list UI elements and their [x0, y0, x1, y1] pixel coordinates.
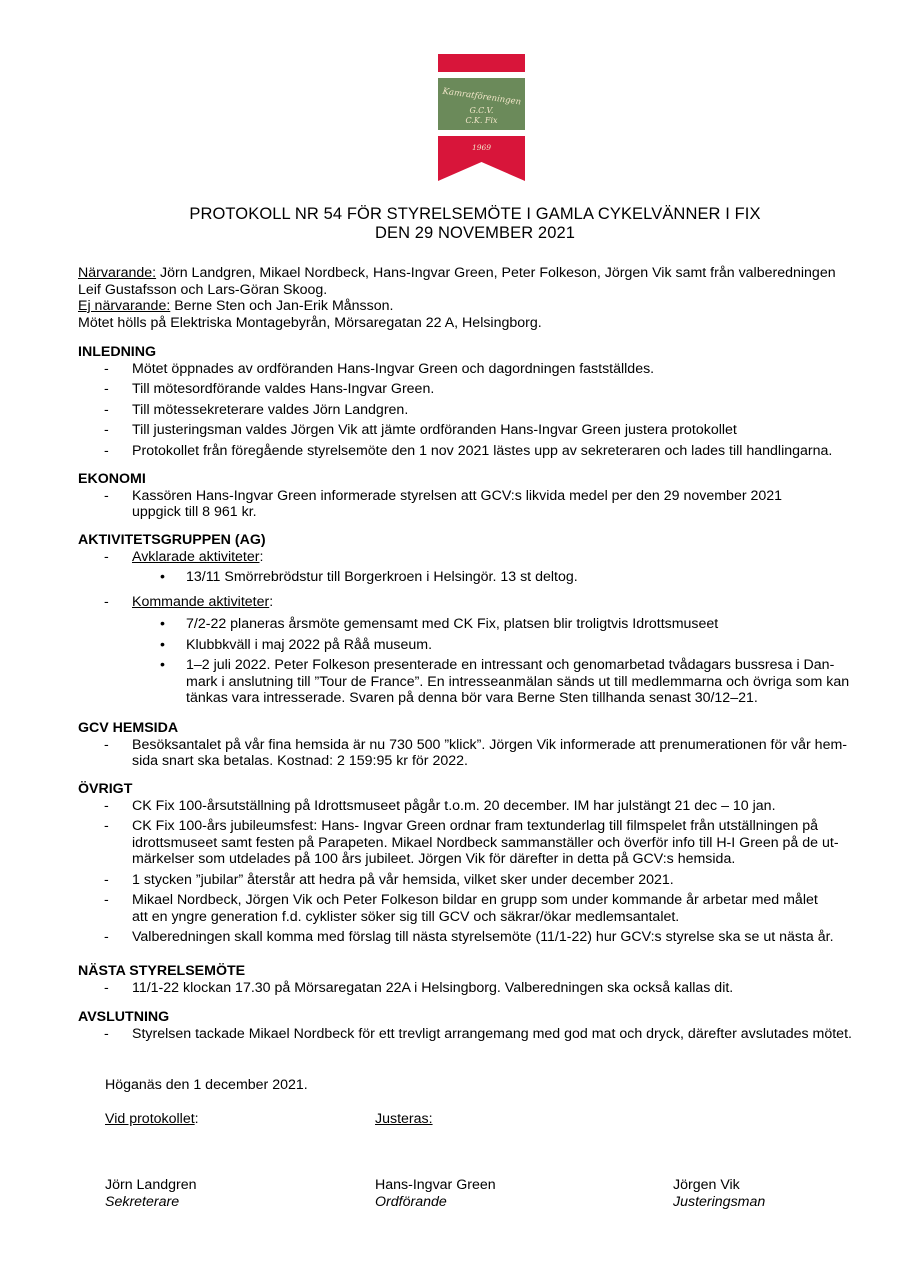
- label-colon: :: [269, 593, 274, 610]
- list-item: [78, 657, 878, 707]
- list-item-completed: [78, 549, 878, 586]
- list-item-upcoming: [78, 594, 878, 707]
- upcoming-label: Kommande aktiviteter: [132, 593, 270, 610]
- logo-year: 1969: [471, 143, 492, 152]
- item-line: uppgick till 8 961 kr.: [132, 504, 257, 520]
- signer-role: Sekreterare: [105, 1194, 180, 1210]
- present-label: Närvarande:: [78, 265, 157, 281]
- attendance-block: [78, 265, 878, 331]
- section-ovrigt: [78, 781, 878, 950]
- section-heading: INLEDNING: [78, 344, 157, 360]
- title-line-2: DEN 29 NOVEMBER 2021: [374, 224, 576, 242]
- hemsida-list: [78, 737, 878, 770]
- protocol-label: [105, 1111, 199, 1128]
- section-heading: AVSLUTNING: [78, 1009, 170, 1025]
- list-item: • 13/11 Smörrebrödstur till Borgerkroen i Helsingör. 13 st deltog.: [78, 569, 878, 586]
- section-heading: AKTIVITETSGRUPPEN (AG): [78, 532, 266, 548]
- list-item: - Styrelsen tackade Mikael Nordbeck för ett trevligt arrangemang med god mat och dryck, därefter avslutades mötet.: [78, 1026, 878, 1043]
- item-line: • 1–2 juli 2022. Peter Folkeson presenterade en intressant och genomarbetad tvådagars bussresa i Dan-: [186, 657, 835, 673]
- list-item: [78, 737, 878, 770]
- signature-secretary: [105, 1177, 197, 1211]
- logo-text-1: Kamratföreningen: [441, 86, 522, 108]
- list-item: - Protokollet från föregående styrelsemöte den 1 nov 2021 lästes upp av sekreteraren och lades till handlingarna.: [78, 443, 878, 460]
- item-line: mark i anslutning till ”Tour de France”. En intresseanmälan sänds ut till medlemmarna och övriga som kan: [186, 673, 850, 690]
- label-colon: :: [194, 1111, 199, 1127]
- inledning-list: [78, 361, 878, 460]
- item-line: - Kassören Hans-Ingvar Green informerade styrelsen att GCV:s likvida medel per den 29 november 2021: [132, 487, 783, 504]
- list-item: - Mötet öppnades av ordföranden Hans-Ingvar Green och dagordningen fastställdes.: [78, 361, 878, 378]
- ovrigt-list: [78, 798, 878, 946]
- document-title: [0, 205, 905, 243]
- list-item: - 11/1-22 klockan 17.30 på Mörsaregatan 22A i Helsingborg. Valberedningen ska också kallas dit.: [78, 980, 878, 997]
- list-item: • Klubbkväll i maj 2022 på Råå museum.: [78, 637, 878, 654]
- logo-text-2: G.C.V.: [469, 106, 494, 115]
- signer-role: Ordförande: [375, 1194, 447, 1210]
- ekonomi-list: [78, 488, 878, 521]
- present-text: Jörn Landgren, Mikael Nordbeck, Hans-Ingvar Green, Peter Folkeson, Jörgen Vik samt från valberedningen: [156, 265, 836, 281]
- signer-name: Jörgen Vik: [673, 1177, 740, 1193]
- item-line: idrottsmuseet samt festen på Parapeten. Mikael Nordbeck sammanställer och överför info till H-I Green på de ut-: [132, 834, 839, 851]
- item-line: - CK Fix 100-års jubileumsfest: Hans- Ingvar Green ordnar fram textunderlag till filmspelet från utställningen på: [132, 818, 819, 834]
- item-line: att en yngre generation f.d. cyklister söker sig till GCV och säkrar/ökar medlemsantalet.: [132, 908, 680, 925]
- completed-list: [132, 569, 878, 586]
- section-avslutning: [78, 1009, 878, 1046]
- list-item: [78, 818, 878, 868]
- avslutning-list: [78, 1026, 878, 1043]
- title-line-1: PROTOKOLL NR 54 FÖR STYRELSEMÖTE I GAMLA CYKELVÄNNER I FIX: [189, 205, 761, 223]
- present-line: [78, 265, 878, 282]
- nasta-list: [78, 980, 878, 997]
- signer-role: Justeringsman: [673, 1194, 766, 1210]
- section-ekonomi: [78, 471, 878, 525]
- item-line: - Mikael Nordbeck, Jörgen Vik och Peter Folkeson bildar en grupp som under kommande år arbetar med målet: [132, 892, 818, 908]
- protocol-label-text: Vid protokollet: [105, 1111, 195, 1127]
- present-line-2: Leif Gustafsson och Lars-Göran Skoog.: [78, 281, 328, 298]
- ag-list: [78, 549, 878, 707]
- list-item: - Till justeringsman valdes Jörgen Vik att jämte ordföranden Hans-Ingvar Green justera protokollet: [78, 422, 878, 439]
- meeting-location: Mötet hölls på Elektriska Montagebyrån, Mörsaregatan 22 A, Helsingborg.: [78, 314, 542, 331]
- absent-text: Berne Sten och Jan-Erik Månsson.: [170, 298, 394, 314]
- list-item: - Till mötesordförande valdes Hans-Ingvar Green.: [78, 381, 878, 398]
- absent-label: Ej närvarande:: [78, 298, 171, 314]
- signer-name: Jörn Landgren: [105, 1177, 197, 1193]
- label-colon: :: [259, 548, 264, 565]
- completed-label: Avklarade aktiviteter: [132, 548, 260, 565]
- section-heading: GCV HEMSIDA: [78, 720, 179, 736]
- list-item: - 1 stycken ”jubilar” återstår att hedra på vår hemsida, vilket sker under december 2021.: [78, 872, 878, 889]
- upcoming-list: [132, 616, 878, 707]
- section-heading: EKONOMI: [78, 471, 146, 487]
- list-item: - CK Fix 100-årsutställning på Idrottsmuseet pågår t.o.m. 20 december. IM har julstängt 21 dec – 10 jan.: [78, 798, 878, 815]
- item-line: tänkas vara intresserade. Svaren på denna bör vara Berne Sten tillhanda senast 30/12–21.: [186, 690, 758, 706]
- signer-name: Hans-Ingvar Green: [375, 1177, 496, 1193]
- section-heading: ÖVRIGT: [78, 781, 133, 797]
- place-date: Höganäs den 1 december 2021.: [105, 1077, 308, 1093]
- list-item: - Valberedningen skall komma med förslag till nästa styrelsemöte (11/1-22) hur GCV:s styrelse ska se ut nästa år.: [78, 929, 878, 946]
- signature-adjuster: [673, 1177, 765, 1211]
- justeras-label: Justeras:: [375, 1111, 433, 1127]
- signature-chairman: [375, 1177, 496, 1211]
- section-hemsida: [78, 720, 878, 774]
- item-line: märkelser som utdelades på 100 års jubileet. Jörgen Vik för därefter in detta på GCV:s hemsida.: [132, 851, 736, 867]
- item-line: - Besöksantalet på vår fina hemsida är nu 730 500 ”klick”. Jörgen Vik informerade att prenumerationen för vår hem-: [132, 736, 847, 753]
- list-item: • 7/2-22 planeras årsmöte gemensamt med CK Fix, platsen blir troligtvis Idrottsmuseet: [78, 616, 878, 633]
- section-aktivitetsgruppen: [78, 532, 878, 711]
- club-pennant-logo: [438, 54, 525, 181]
- absent-line: [78, 298, 878, 315]
- section-heading: NÄSTA STYRELSEMÖTE: [78, 963, 246, 979]
- section-nasta-mote: [78, 963, 878, 1000]
- item-line: sida snart ska betalas. Kostnad: 2 159:95 kr för 2022.: [132, 753, 468, 769]
- logo-text-3: C.K. Fix: [465, 116, 498, 125]
- list-item: [78, 892, 878, 925]
- list-item: - Till mötessekreterare valdes Jörn Landgren.: [78, 402, 878, 419]
- list-item: [78, 488, 878, 521]
- section-inledning: [78, 344, 878, 463]
